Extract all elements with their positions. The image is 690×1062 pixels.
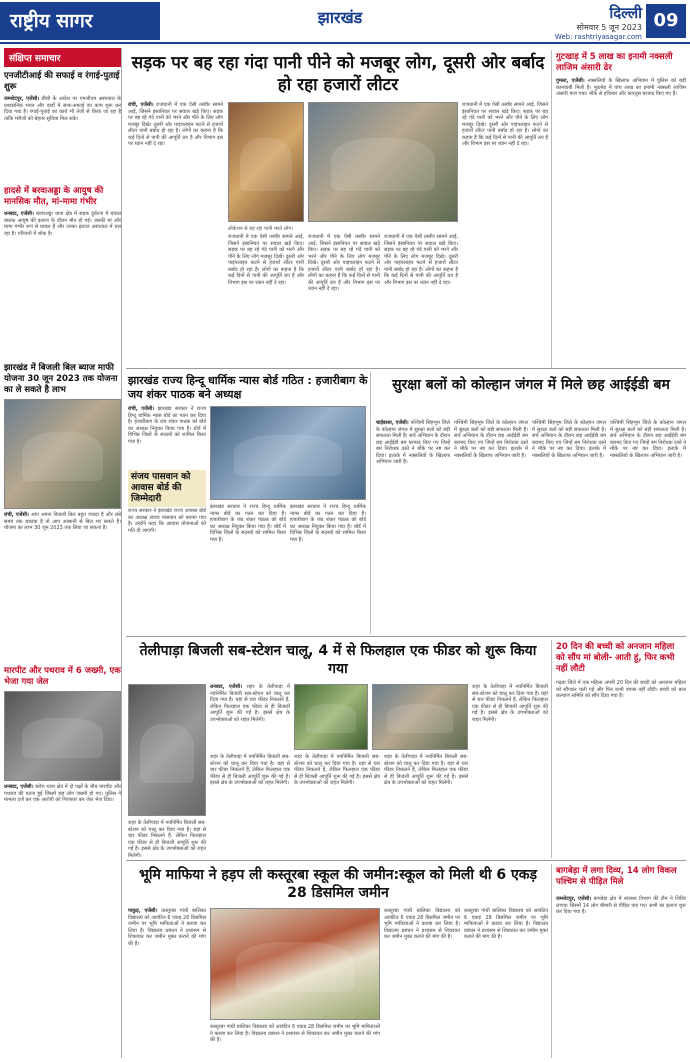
lead-headline[interactable]: सड़क पर बह रहा गंदा पानी पीने को मजबूर लोग, दूसरी ओर बर्बाद हो रहा हजारों लीटर	[131, 53, 545, 95]
ied-body-cont: पश्चिमी सिंहभूम जिले के कोल्हान जंगल में सुरक्षा बलों को बड़ी सफलता मिली है। सर्च अभियान के दौरान छह आईईडी बम बरामद किए गए जिन्हें बम निरोधक दस्ते ने मौके पर नष्ट कर दिया। इलाके में नक्सलियों के खिलाफ अभियान जारी है।	[532, 420, 606, 459]
lead-caption: लोकेशन से बह रहा पानी भरते लोग।	[228, 226, 294, 232]
lead-photo-right	[308, 102, 458, 222]
column-divider	[551, 640, 552, 858]
brief-headline[interactable]: एनजीटीआई की सफाई व रंगाई-पुताई शुरू	[4, 71, 120, 92]
paper-logo: राष्ट्रीय सागर	[0, 2, 160, 40]
substation-body-cont: शहर के तेलीपाड़ा में नवनिर्मित बिजली सब-स्टेशन को चालू कर दिया गया है। यहां से चार फीडर निकलने हैं, लेकिन फिलहाल एक फीडर से ही बिजली आपूर्ति शुरू की गई है। इससे क्षेत्र के उपभोक्ताओं को राहत मिलेगी।	[128, 820, 206, 859]
substation-body-cont: शहर के तेलीपाड़ा में नवनिर्मित बिजली सब-स्टेशन को चालू कर दिया गया है। यहां से चार फीडर निकलने हैं, लेकिन फिलहाल एक फीडर से ही बिजली आपूर्ति शुरू की गई है। इससे क्षेत्र के उपभोक्ताओं को राहत मिलेगी।	[294, 754, 380, 786]
column-divider	[370, 372, 371, 634]
section-rule	[126, 636, 686, 637]
school-photo	[210, 908, 380, 1020]
section-rule	[126, 860, 686, 861]
sidebar-brief-news	[4, 48, 122, 1058]
masthead	[0, 0, 690, 44]
land-body: पाकुड़, एजेंसी। कस्तूरबा गांधी बालिका विद्यालय को आवंटित 6 एकड़ 28 डिसमिल जमीन पर भूमि माफियाओं ने कब्जा कर लिया है। विद्यालय प्रबंधन ने प्रशासन से शिकायत कर जमीन मुक्त कराने की मांग की है।	[128, 908, 206, 947]
website[interactable]: Web: rashtriyasagar.com	[554, 33, 642, 41]
brief-body: धनबाद, एजेंसी। बरोरा थाना क्षेत्र में दो पक्षों के बीच मारपीट और पथराव की घटना हुई जिसमें छह लोग जख्मी हो गए। पुलिस ने मामला दर्ज कर एक आरोपी को गिरफ्तार कर जेल भेज दिया।	[4, 784, 122, 803]
substation-body: धनबाद, एजेंसी। शहर के तेलीपाड़ा में नवनिर्मित बिजली सब-स्टेशन को चालू कर दिया गया है। यहां से चार फीडर निकलने हैं, लेकिन फिलहाल एक फीडर से ही बिजली आपूर्ति शुरू की गई है। इससे क्षेत्र के उपभोक्ताओं को राहत मिलेगी।	[210, 684, 291, 723]
substation-headline[interactable]: तेलीपाड़ा बिजली सब-स्टेशन चालू, 4 में से फिलहाल एक फीडर को शुरू किया गया	[139, 643, 537, 677]
ied-body-cont: पश्चिमी सिंहभूम जिले के कोल्हान जंगल में सुरक्षा बलों को बड़ी सफलता मिली है। सर्च अभियान के दौरान छह आईईडी बम बरामद किए गए जिन्हें बम निरोधक दस्ते ने मौके पर नष्ट कर दिया। इलाके में नक्सलियों के खिलाफ अभियान जारी है।	[454, 420, 528, 459]
substation-photo-2	[294, 684, 368, 750]
child-body: गढ़वा जिले में एक महिला अपनी 20 दिन की बच्ची को अनजान महिला को सौंपकर चली गई और फिर कभी वापस नहीं लौटी। बच्ची को बाल कल्याण समिति को सौंप दिया गया है।	[556, 680, 686, 699]
lead-body-cont: राजधानी में एक ऐसी तस्वीर सामने आई, जिसने इंसानियत पर सवाल खड़े किए। सड़क पर बह रहे गंदे पानी को भरने और पीने के लिए लोग मजबूर दिखे। दूसरी ओर पाइपलाइन फटने से हजारों लीटर पानी बर्बाद हो रहा है। लोगों का कहना है कि कई दिनों से पानी की आपूर्ति ठप है और विभाग इस पर ध्यान नहीं दे रहा।	[228, 234, 304, 286]
brief-headline[interactable]: मारपीट और पथराव में 6 जख्मी, एक भेजा गया जेल	[4, 666, 121, 687]
camp-headline[interactable]: बागबेड़ा में लगा दिव्य, 14 लोग विकल पश्चिम से पीड़ित मिले	[556, 866, 677, 887]
ied-headline[interactable]: सुरक्षा बलों को कोल्हान जंगल में मिले छह आईईडी बम	[392, 377, 670, 393]
substation-photo-3	[372, 684, 468, 750]
section-name: झारखंड	[317, 8, 363, 27]
nyas-headline[interactable]: झारखंड राज्य हिन्दू धार्मिक न्यास बोर्ड गठित : हजारीबाग के जय शंकर पाठक बने अध्यक्ष	[128, 374, 368, 401]
injured-photo	[4, 691, 121, 781]
brief-body: रांची, एजेंसी। आप अपना बिजली बिल बहुत ज्यादा है और लंबे समय तक बकाया है तो आप आसानी से बिल भर सकते हैं। योजना का लाभ 30 जून 2023 तक लिया जा सकता है।	[4, 512, 122, 531]
land-body-cont: कस्तूरबा गांधी बालिका विद्यालय को आवंटित 6 एकड़ 28 डिसमिल जमीन पर भूमि माफियाओं ने कब्जा कर लिया है। विद्यालय प्रबंधन ने प्रशासन से शिकायत कर जमीन मुक्त कराने की मांग की है।	[210, 1024, 380, 1043]
camp-body: जमशेदपुर, एजेंसी। बागबेड़ा क्षेत्र में स्वास्थ्य विभाग की टीम ने शिविर लगाया जिसमें 14 लोग बीमारी से पीड़ित पाए गए। सभी का इलाज शुरू कर दिया गया है।	[556, 896, 686, 915]
child-headline[interactable]: 20 दिन की बच्ची को अनजान महिला को सौंप मां बोली- आती हूं, फिर कभी नहीं लौटी	[556, 642, 675, 674]
column-divider	[551, 864, 552, 1058]
substation-body-cont: शहर के तेलीपाड़ा में नवनिर्मित बिजली सब-स्टेशन को चालू कर दिया गया है। यहां से चार फीडर निकलने हैं, लेकिन फिलहाल एक फीडर से ही बिजली आपूर्ति शुरू की गई है। इससे क्षेत्र के उपभोक्ताओं को राहत मिलेगी।	[472, 684, 548, 723]
land-body-cont: कस्तूरबा गांधी बालिका विद्यालय को आवंटित 6 एकड़ 28 डिसमिल जमीन पर भूमि माफियाओं ने कब्जा कर लिया है। विद्यालय प्रबंधन ने प्रशासन से शिकायत कर जमीन मुक्त कराने की मांग की है।	[464, 908, 548, 940]
substation-body-cont: शहर के तेलीपाड़ा में नवनिर्मित बिजली सब-स्टेशन को चालू कर दिया गया है। यहां से चार फीडर निकलने हैं, लेकिन फिलहाल एक फीडर से ही बिजली आपूर्ति शुरू की गई है। इससे क्षेत्र के उपभोक्ताओं को राहत मिलेगी।	[384, 754, 468, 786]
nyas-body-cont: झारखंड सरकार ने राज्य हिन्दू धार्मिक न्यास बोर्ड का गठन कर दिया है। हजारीबाग के जय शंकर पाठक को बोर्ड का अध्यक्ष नियुक्त किया गया है। बोर्ड में विभिन्न जिलों के सदस्यों को शामिल किया गया है।	[290, 504, 366, 543]
page-number: 09	[646, 4, 686, 38]
lead-body: रांची, एजेंसी। राजधानी में एक ऐसी तस्वीर सामने आई, जिसने इंसानियत पर सवाल खड़े किए। सड़क पर बह रहे गंदे पानी को भरने और पीने के लिए लोग मजबूर दिखे। दूसरी ओर पाइपलाइन फटने से हजारों लीटर पानी बर्बाद हो रहा है। लोगों का कहना है कि कई दिनों से पानी की आपूर्ति ठप है और विभाग इस पर ध्यान नहीं दे रहा।	[128, 102, 224, 147]
brief-body: धनबाद, एजेंसी। बरवाअड्डा थाना क्षेत्र में सड़क दुर्घटना में घायल बालक आयुष की इलाज के दौरान मौत हो गई। उसकी मां और मामा गंभीर रूप से घायल हैं और उनका इलाज अस्पताल में चल रहा है। परिजनों में शोक है।	[4, 211, 122, 237]
nyas-body-cont: झारखंड सरकार ने राज्य हिन्दू धार्मिक न्यास बोर्ड का गठन कर दिया है। हजारीबाग के जय शंकर पाठक को बोर्ड का अध्यक्ष नियुक्त किया गया है। बोर्ड में विभिन्न जिलों के सदस्यों को शामिल किया गया है।	[210, 504, 286, 543]
lead-body-cont: राजधानी में एक ऐसी तस्वीर सामने आई, जिसने इंसानियत पर सवाल खड़े किए। सड़क पर बह रहे गंदे पानी को भरने और पीने के लिए लोग मजबूर दिखे। दूसरी ओर पाइपलाइन फटने से हजारों लीटर पानी बर्बाद हो रहा है। लोगों का कहना है कि कई दिनों से पानी की आपूर्ति ठप है और विभाग इस पर ध्यान नहीं दे रहा।	[462, 102, 548, 147]
sanjay-body: राज्य सरकार ने झारखंड राज्य आवास बोर्ड का अध्यक्ष संजय पासवान को बनाया गया है। उन्होंने कहा कि आवास योजनाओं को गति दी जाएगी।	[128, 508, 206, 534]
nyas-photo	[210, 406, 366, 500]
nyas-body: रांची, एजेंसी। झारखंड सरकार ने राज्य हिन्दू धार्मिक न्यास बोर्ड का गठन कर दिया है। हजारीबाग के जय शंकर पाठक को बोर्ड का अध्यक्ष नियुक्त किया गया है। बोर्ड में विभिन्न जिलों के सदस्यों को शामिल किया गया है।	[128, 406, 206, 445]
lead-photo-left	[228, 102, 304, 222]
column-divider	[551, 50, 552, 368]
naxal-body: गुमला, एजेंसी। नक्सलियों के खिलाफ अभियान में पुलिस को बड़ी कामयाबी मिली है। मुठभेड़ में पांच लाख का इनामी नक्सली लाजिम अंसारी मारा गया। मौके से हथियार और कारतूस बरामद किए गए हैं।	[556, 78, 687, 97]
ied-body-cont: पश्चिमी सिंहभूम जिले के कोल्हान जंगल में सुरक्षा बलों को बड़ी सफलता मिली है। सर्च अभियान के दौरान छह आईईडी बम बरामद किए गए जिन्हें बम निरोधक दस्ते ने मौके पर नष्ट कर दिया। इलाके में नक्सलियों के खिलाफ अभियान जारी है।	[610, 420, 686, 459]
brief-headline[interactable]: झारखंड में बिजली बिल ब्याज माफी योजना 30 जून 2023 तक योजना का ले सकते है लाभ	[4, 363, 118, 395]
lead-body-cont: राजधानी में एक ऐसी तस्वीर सामने आई, जिसने इंसानियत पर सवाल खड़े किए। सड़क पर बह रहे गंदे पानी को भरने और पीने के लिए लोग मजबूर दिखे। दूसरी ओर पाइपलाइन फटने से हजारों लीटर पानी बर्बाद हो रहा है। लोगों का कहना है कि कई दिनों से पानी की आपूर्ति ठप है और विभाग इस पर ध्यान नहीं दे रहा।	[308, 234, 380, 292]
lead-body-cont: राजधानी में एक ऐसी तस्वीर सामने आई, जिसने इंसानियत पर सवाल खड़े किए। सड़क पर बह रहे गंदे पानी को भरने और पीने के लिए लोग मजबूर दिखे। दूसरी ओर पाइपलाइन फटने से हजारों लीटर पानी बर्बाद हो रहा है। लोगों का कहना है कि कई दिनों से पानी की आपूर्ति ठप है और विभाग इस पर ध्यान नहीं दे रहा।	[384, 234, 458, 286]
edition-city: दिल्ली	[609, 4, 642, 22]
brief-headline[interactable]: हादसे में बरवाअड्डा के आयुष की मानसिक मौत, मां-मामा गंभीर	[4, 186, 104, 207]
sidebar-heading: संक्षिप्त समाचार	[4, 48, 121, 67]
substation-photo-1	[128, 684, 206, 816]
section-rule	[126, 368, 686, 369]
land-body-cont: कस्तूरबा गांधी बालिका विद्यालय को आवंटित 6 एकड़ 28 डिसमिल जमीन पर भूमि माफियाओं ने कब्जा कर लिया है। विद्यालय प्रबंधन ने प्रशासन से शिकायत कर जमीन मुक्त कराने की मांग की है।	[384, 908, 460, 940]
edition-date: सोमवार 5 जून 2023	[576, 23, 642, 32]
naxal-headline[interactable]: गुटखाड़ में 5 लाख का इनामी नक्सली लाजिम अंसारी ढेर	[556, 52, 673, 73]
ambulance-photo	[4, 399, 121, 509]
land-headline[interactable]: भूमि माफिया ने हड़प ली कस्तूरबा स्कूल की जमीन:स्कूल को मिली थी 6 एकड़ 28 डिसमिल जमीन	[139, 867, 537, 901]
substation-body-cont: शहर के तेलीपाड़ा में नवनिर्मित बिजली सब-स्टेशन को चालू कर दिया गया है। यहां से चार फीडर निकलने हैं, लेकिन फिलहाल एक फीडर से ही बिजली आपूर्ति शुरू की गई है। इससे क्षेत्र के उपभोक्ताओं को राहत मिलेगी।	[210, 754, 290, 786]
brief-body: जमशेदपुर, एजेंसी। डीसी के आदेश पर एमजीएम अस्पताल के प्रशासनिक भवन और वार्डों में साफ-सफाई का काम शुरू कर दिया गया है। रंगाई-पुताई का कार्य भी तेजी से किया जा रहा है ताकि मरीजों को बेहतर सुविधा मिल सके।	[4, 96, 121, 122]
sanjay-headline[interactable]: संजय पासवान को आवास बोर्ड की जिम्मेदारी	[128, 470, 206, 507]
ied-body: चाईबासा, एजेंसी। पश्चिमी सिंहभूम जिले के कोल्हान जंगल में सुरक्षा बलों को बड़ी सफलता मिली है। सर्च अभियान के दौरान छह आईईडी बम बरामद किए गए जिन्हें बम निरोधक दस्ते ने मौके पर नष्ट कर दिया। इलाके में नक्सलियों के खिलाफ अभियान जारी है।	[376, 420, 450, 465]
